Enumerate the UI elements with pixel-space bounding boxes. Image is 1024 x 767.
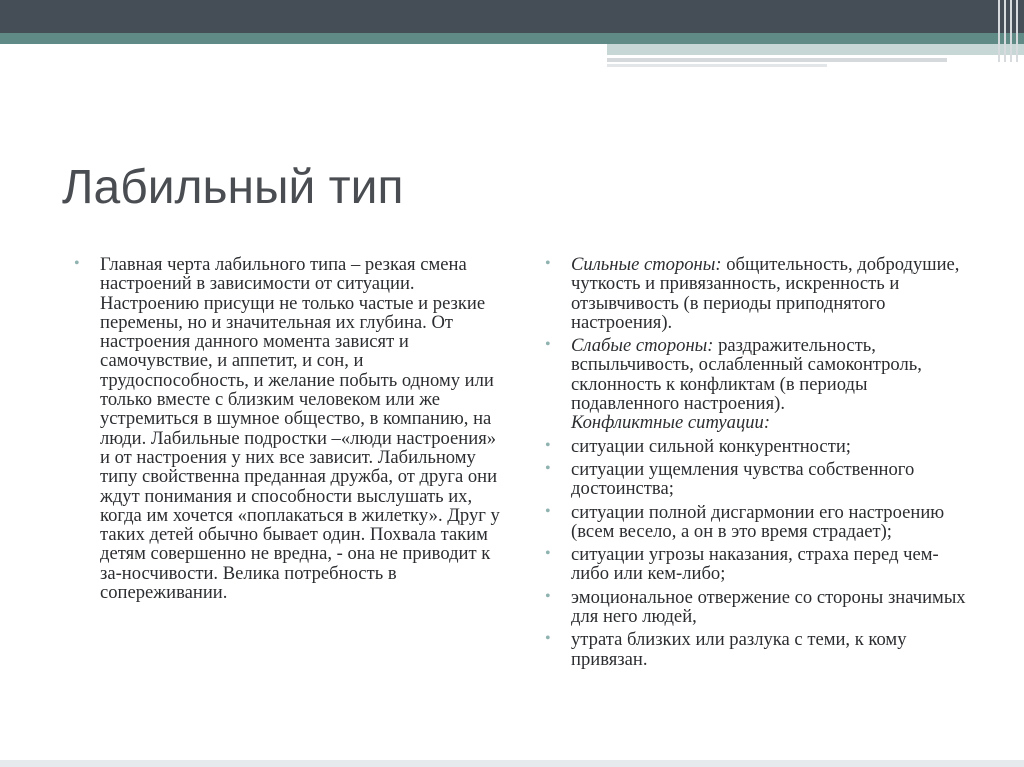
list-item <box>74 255 504 602</box>
list-item <box>545 545 975 584</box>
header-band-teal <box>0 33 1024 44</box>
conflict-item: ситуации сильной конкурентности; <box>571 435 851 457</box>
left-column-list <box>74 255 504 606</box>
conflict-item: эмоциональное отвержение со стороны значимых для него людей, <box>571 586 966 628</box>
bullet-icon: • <box>545 630 551 648</box>
bullet-icon: • <box>545 459 551 477</box>
bullet-icon: • <box>545 336 551 354</box>
list-item <box>545 437 975 456</box>
conflict-item: ситуации ущемления чувства собственного достоинства; <box>571 458 915 500</box>
header-band-grey <box>607 58 947 62</box>
list-item <box>545 460 975 499</box>
header-band-grey-short <box>607 64 827 67</box>
main-paragraph: Главная черта лабильного типа – резкая смена настроений в зависимости от ситуации. Настроению присущи не только частые и резкие перемены, но и значительная их глубина. От настроения данного момента зависят и самочувствие, и аппетит, и сон, и трудоспособность, и желание побыть одному или только вместе с близким человеком или же устремиться в шумное общество, в компанию, на люди. Лабильные подростки –«люди настроения» и от настроения у них все зависит. Лабильному типу свойственна преданная дружба, от друга они ждут понимания и способности выслушать их, когда им хочется «поплакаться в жилетку». Друг у таких детей обычно бывает один. Похвала таким детям совершенно не вредна, - она не приводит к за-носчивости. Велика потребность в сопереживании. <box>100 254 500 604</box>
strengths-label: Сильные стороны: <box>571 254 722 275</box>
bullet-icon: • <box>545 255 551 272</box>
bullet-icon: • <box>545 587 551 605</box>
edge-line <box>1010 0 1012 62</box>
list-item <box>545 503 975 542</box>
conflicts-label: Конфликтные ситуации: <box>571 412 771 434</box>
strengths-text: общительность, добродушие, чуткость и привязанность, искренность и отзывчивость (в периоды приподнятого настроения). <box>571 254 960 333</box>
footer-band <box>0 760 1024 767</box>
list-item-strengths <box>545 255 975 332</box>
bullet-icon: • <box>545 545 551 563</box>
right-column-list <box>545 255 975 673</box>
bullet-icon: • <box>74 255 80 272</box>
bullet-icon: • <box>545 502 551 520</box>
conflict-item: утрата близких или разлука с теми, к кому привязан. <box>571 629 907 670</box>
list-item <box>545 588 975 627</box>
weaknesses-text: раздражительность, вспыльчивость, ослабленный самоконтроль, склонность к конфликтам (в периоды подавленного настроения). <box>571 335 922 415</box>
edge-line <box>1004 0 1006 62</box>
header-band-light <box>607 44 1024 55</box>
edge-line <box>1016 0 1018 62</box>
list-item <box>545 630 975 669</box>
list-item-weaknesses <box>545 336 975 432</box>
weaknesses-label: Слабые стороны: <box>571 335 714 357</box>
bullet-icon: • <box>545 436 551 454</box>
header-band-dark <box>0 0 1024 33</box>
conflict-item: ситуации полной дисгармонии его настроению (всем весело, а он в это время страдает); <box>571 501 945 542</box>
edge-line <box>998 0 1000 62</box>
conflict-item: ситуации угрозы наказания, страха перед чем-либо или кем-либо; <box>571 544 939 585</box>
slide-title: Лабильный тип <box>62 161 404 214</box>
